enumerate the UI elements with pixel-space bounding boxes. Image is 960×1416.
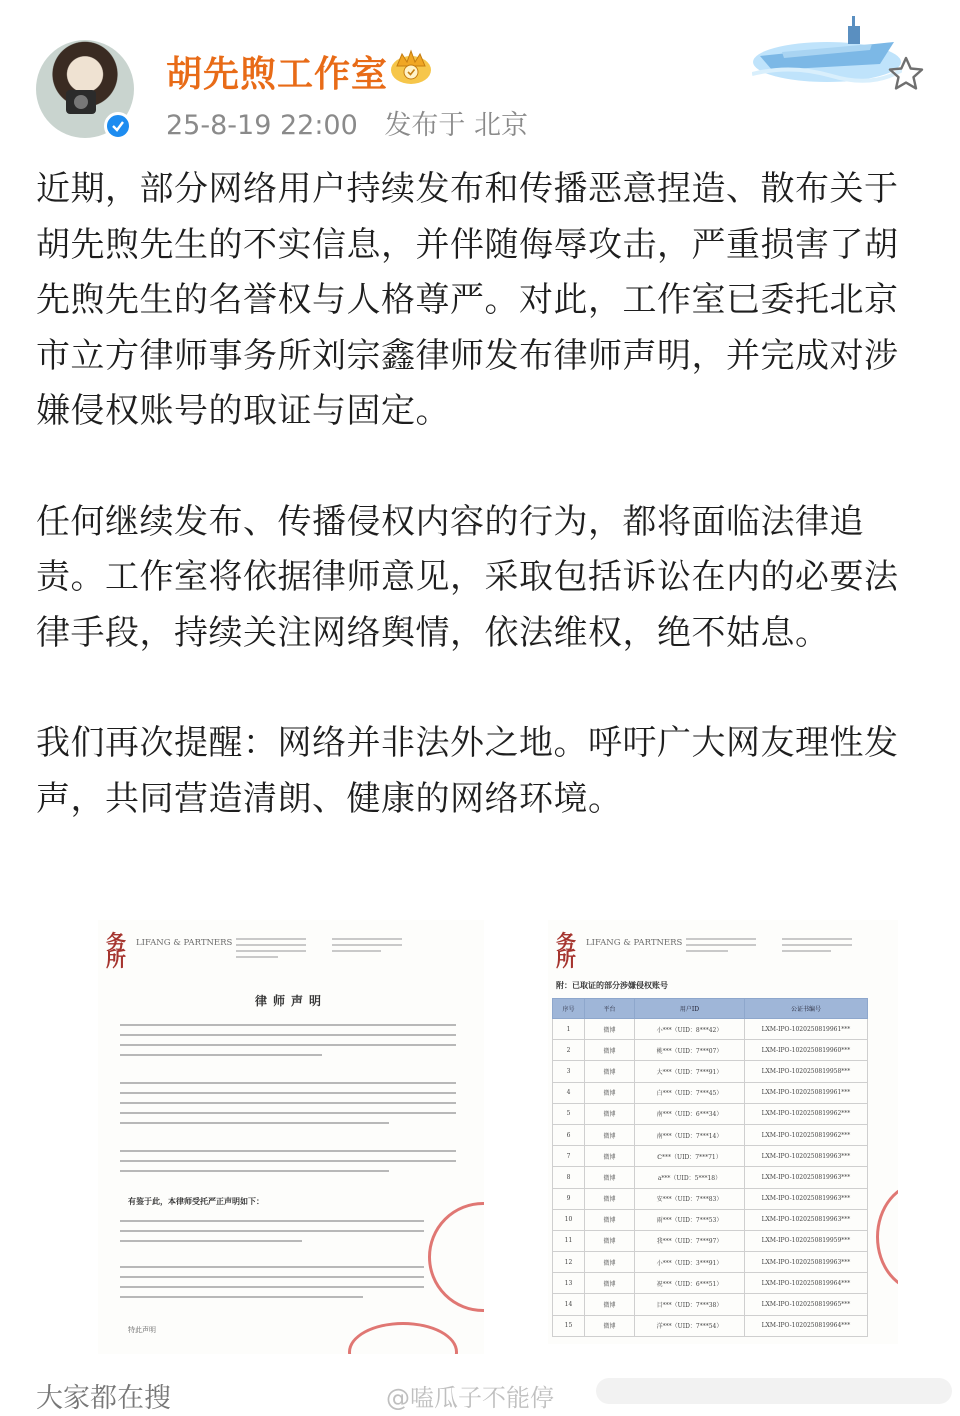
post-meta	[166, 103, 528, 142]
cell-platform: 微博	[585, 1082, 635, 1103]
cell-notary-no: LXM-IPO-1020250819963***	[745, 1252, 868, 1273]
cell-notary-no: LXM-IPO-1020250819961***	[745, 1019, 868, 1040]
table-row	[553, 1230, 868, 1251]
cell-notary-no: LXM-IPO-1020250819963***	[745, 1209, 868, 1230]
document-emphasis: 有鉴于此，本律师受托严正声明如下：	[128, 1197, 264, 1206]
cell-index: 15	[553, 1315, 585, 1336]
cell-index: 11	[553, 1230, 585, 1251]
document-text	[120, 1082, 456, 1132]
watermark: @嗑瓜子不能停	[386, 1384, 554, 1412]
cell-user-id: 大***（UID：7***91）	[635, 1061, 745, 1082]
cell-platform: 微博	[585, 1040, 635, 1061]
letterhead	[556, 932, 890, 972]
annex-title: 附：已取证的部分涉嫌侵权账号	[556, 981, 668, 990]
trending-search-label[interactable]: 大家都在搜	[36, 1383, 171, 1414]
cell-index: 3	[553, 1061, 585, 1082]
verified-badge-icon	[104, 112, 132, 140]
cell-user-id: 南***（UID：6***34）	[635, 1103, 745, 1124]
cell-platform: 微博	[585, 1061, 635, 1082]
cell-user-id: ℂ***（UID：7***71）	[635, 1146, 745, 1167]
table-header-row	[553, 999, 868, 1019]
cell-notary-no: LXM-IPO-1020250819959***	[745, 1230, 868, 1251]
cell-index: 12	[553, 1252, 585, 1273]
cell-index: 13	[553, 1273, 585, 1294]
cell-user-id: 南***（UID：7***14）	[635, 1124, 745, 1145]
cell-user-id: 白***（UID：7***45）	[635, 1082, 745, 1103]
cell-user-id: a***（UID：5***18）	[635, 1167, 745, 1188]
cell-index: 8	[553, 1167, 585, 1188]
column-header: 序号	[553, 999, 585, 1019]
cell-index: 14	[553, 1294, 585, 1315]
cell-platform: 微博	[585, 1273, 635, 1294]
cell-platform: 微博	[585, 1019, 635, 1040]
cell-platform: 微博	[585, 1252, 635, 1273]
firm-brand: LIFANG & PARTNERS	[586, 938, 683, 948]
cell-index: 10	[553, 1209, 585, 1230]
red-seal-stamp	[428, 1202, 484, 1312]
document-text	[120, 1150, 456, 1180]
table-row	[553, 1082, 868, 1103]
document-text	[120, 1266, 424, 1306]
cell-notary-no: LXM-IPO-1020250819958***	[745, 1061, 868, 1082]
document-closing: 特此声明	[128, 1326, 156, 1334]
column-header: 用户ID	[635, 999, 745, 1019]
firm-logo: 务所	[556, 930, 576, 971]
post-paragraph: 近期，部分网络用户持续发布和传播恶意捏造、散布关于胡先煦先生的不实信息，并伴随侮辱攻击，严重损害了胡先煦先生的名誉权与人格尊严。对此，工作室已委托北京市立方律师事务所刘宗鑫律师发布律师声明，并完成对涉嫌侵权账号的取证与固定。	[36, 169, 899, 431]
cell-platform: 微博	[585, 1146, 635, 1167]
attached-image-lawyer-statement[interactable]	[98, 920, 484, 1354]
cell-index: 7	[553, 1146, 585, 1167]
post-body	[36, 162, 912, 882]
letterhead-contact	[782, 938, 852, 956]
letterhead-contact	[332, 938, 402, 956]
cell-notary-no: LXM-IPO-1020250819963***	[745, 1188, 868, 1209]
aircraft-carrier-decoration-icon	[752, 4, 902, 86]
letterhead-address	[686, 938, 756, 956]
cell-user-id: 目***（UID：7***38）	[635, 1294, 745, 1315]
post-paragraph: 我们再次提醒：网络并非法外之地。呼吁广大网友理性发声，共同营造清朗、健康的网络环境。	[36, 723, 899, 819]
cell-platform: 微博	[585, 1230, 635, 1251]
table-row	[553, 1019, 868, 1040]
cell-notary-no: LXM-IPO-1020250819963***	[745, 1167, 868, 1188]
table-row	[553, 1273, 868, 1294]
table-row	[553, 1124, 868, 1145]
camera-icon	[66, 90, 96, 114]
footer-bar	[0, 1368, 960, 1416]
post-paragraph: 任何继续发布、传播侵权内容的行为，都将面临法律追责。工作室将依据律师意见，采取包括诉讼在内的必要法律手段，持续关注网络舆情，依法维权，绝不姑息。	[36, 501, 899, 653]
cell-user-id: 桃***（UID：7***07）	[635, 1040, 745, 1061]
post-location: 发布于 北京	[384, 110, 528, 141]
cell-platform: 微博	[585, 1103, 635, 1124]
cell-platform: 微博	[585, 1124, 635, 1145]
cell-index: 4	[553, 1082, 585, 1103]
column-header: 平台	[585, 999, 635, 1019]
post-header	[0, 0, 960, 160]
document-text	[120, 1024, 456, 1064]
infringing-accounts-table	[552, 998, 868, 1337]
table-row	[553, 1146, 868, 1167]
cell-user-id: 小***（UID：8***42）	[635, 1019, 745, 1040]
cell-platform: 微博	[585, 1294, 635, 1315]
cell-notary-no: LXM-IPO-1020250819963***	[745, 1146, 868, 1167]
cell-platform: 微博	[585, 1188, 635, 1209]
document-title: 律师声明	[254, 994, 327, 1008]
cell-platform: 微博	[585, 1315, 635, 1336]
cell-notary-no: LXM-IPO-1020250819964***	[745, 1273, 868, 1294]
table-row	[553, 1188, 868, 1209]
letterhead	[106, 932, 476, 972]
cell-platform: 微博	[585, 1167, 635, 1188]
cell-index: 6	[553, 1124, 585, 1145]
author-name[interactable]: 胡先煦工作室	[166, 54, 389, 95]
firm-logo: 务所	[106, 930, 126, 971]
cell-notary-no: LXM-IPO-1020250819961***	[745, 1082, 868, 1103]
crown-badge-icon	[388, 46, 434, 86]
table-row	[553, 1294, 868, 1315]
cell-user-id: 我***（UID：7***97）	[635, 1230, 745, 1251]
table-row	[553, 1315, 868, 1336]
red-seal-stamp	[876, 1182, 898, 1292]
trending-search-bar[interactable]	[596, 1378, 952, 1404]
table-row	[553, 1061, 868, 1082]
cell-user-id: 小***（UID：3***91）	[635, 1252, 745, 1273]
cell-notary-no: LXM-IPO-1020250819965***	[745, 1294, 868, 1315]
cell-user-id: 安***（UID：7***83）	[635, 1188, 745, 1209]
table-row	[553, 1167, 868, 1188]
column-header: 公证书编号	[745, 999, 868, 1019]
cell-index: 9	[553, 1188, 585, 1209]
table-row	[553, 1103, 868, 1124]
cell-user-id: 雨***（UID：7***53）	[635, 1209, 745, 1230]
cell-notary-no: LXM-IPO-1020250819962***	[745, 1124, 868, 1145]
cell-notary-no: LXM-IPO-1020250819964***	[745, 1315, 868, 1336]
post-timestamp: 25-8-19 22:00	[166, 110, 358, 141]
cell-user-id: 洋***（UID：7***54）	[635, 1315, 745, 1336]
attached-image-accounts-table[interactable]	[548, 920, 898, 1344]
firm-brand: LIFANG & PARTNERS	[136, 938, 233, 948]
table-row	[553, 1040, 868, 1061]
cell-platform: 微博	[585, 1209, 635, 1230]
cell-notary-no: LXM-IPO-1020250819962***	[745, 1103, 868, 1124]
cell-notary-no: LXM-IPO-1020250819960***	[745, 1040, 868, 1061]
cell-index: 2	[553, 1040, 585, 1061]
cell-user-id: 祝***（UID：6***51）	[635, 1273, 745, 1294]
table-row	[553, 1209, 868, 1230]
star-outline-icon[interactable]	[886, 54, 926, 94]
document-text	[120, 1220, 424, 1250]
cell-index: 5	[553, 1103, 585, 1124]
red-seal-stamp	[348, 1322, 458, 1354]
letterhead-address	[236, 938, 306, 962]
table-row	[553, 1252, 868, 1273]
cell-index: 1	[553, 1019, 585, 1040]
